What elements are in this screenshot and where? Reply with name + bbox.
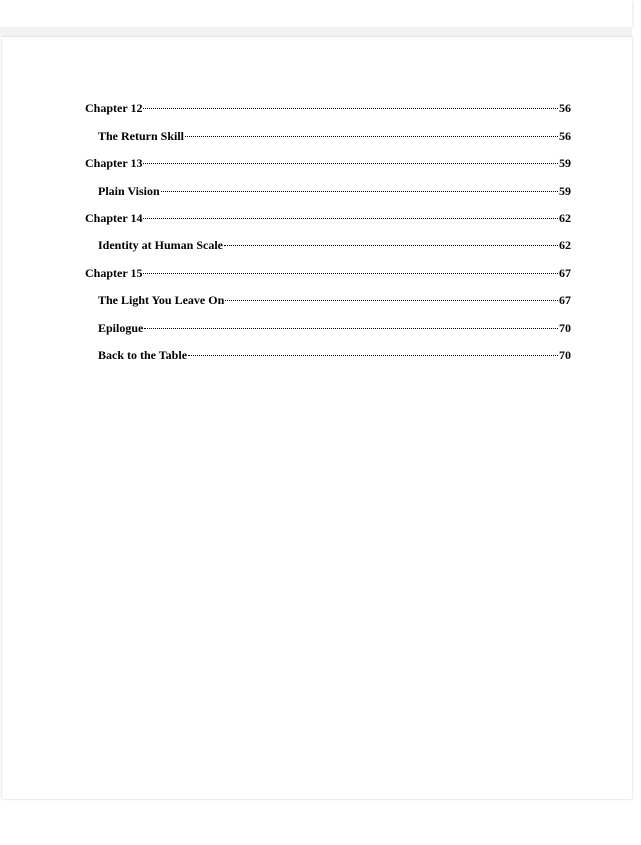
toc-entry-identity-at-human-scale[interactable]: [98, 235, 571, 252]
toc-entry-label: Chapter 15: [85, 266, 143, 280]
dot-leader: [143, 153, 558, 167]
toc-entry-chapter-13[interactable]: [85, 153, 571, 170]
dot-leader: [143, 263, 558, 277]
toc-entry-epilogue[interactable]: [98, 318, 571, 335]
dot-leader: [161, 181, 558, 195]
dot-leader: [185, 126, 558, 140]
previous-page-edge: [0, 0, 632, 27]
page-separator: [0, 27, 641, 37]
toc-entry-plain-vision[interactable]: [98, 181, 571, 198]
dot-leader: [143, 98, 558, 112]
toc-page-number: 70: [559, 348, 571, 362]
toc-entry-label: Chapter 12: [85, 101, 143, 115]
toc-entry-the-return-skill[interactable]: [98, 126, 571, 143]
toc-entry-label: The Light You Leave On: [98, 293, 225, 307]
toc-page-number: 70: [559, 321, 571, 335]
toc-entry-label: The Return Skill: [98, 129, 185, 143]
toc-page-number: 62: [559, 211, 571, 225]
toc-entry-chapter-12[interactable]: [85, 98, 571, 115]
toc-page-number: 56: [559, 101, 571, 115]
toc-entry-chapter-14[interactable]: [85, 208, 571, 225]
toc-page-number: 67: [559, 266, 571, 280]
toc-entry-label: Back to the Table: [98, 348, 188, 362]
toc-entry-label: Chapter 14: [85, 211, 143, 225]
dot-leader: [224, 235, 558, 249]
toc-entry-back-to-the-table[interactable]: [98, 345, 571, 362]
toc-entry-label: Chapter 13: [85, 156, 143, 170]
toc-page-number: 59: [559, 156, 571, 170]
toc-entry-label: Plain Vision: [98, 184, 160, 198]
toc-page-number: 56: [559, 129, 571, 143]
dot-leader: [143, 208, 558, 222]
dot-leader: [144, 318, 558, 332]
toc-page-number: 59: [559, 184, 571, 198]
toc-entry-chapter-15[interactable]: [85, 263, 571, 280]
toc-page-number: 62: [559, 238, 571, 252]
toc-entry-the-light-you-leave-on[interactable]: [98, 290, 571, 307]
toc-entry-label: Identity at Human Scale: [98, 238, 224, 252]
dot-leader: [225, 290, 558, 304]
toc-entry-label: Epilogue: [98, 321, 144, 335]
toc-page-number: 67: [559, 293, 571, 307]
document-page: [2, 37, 632, 799]
viewer-gutter: [632, 27, 641, 845]
dot-leader: [188, 345, 558, 359]
